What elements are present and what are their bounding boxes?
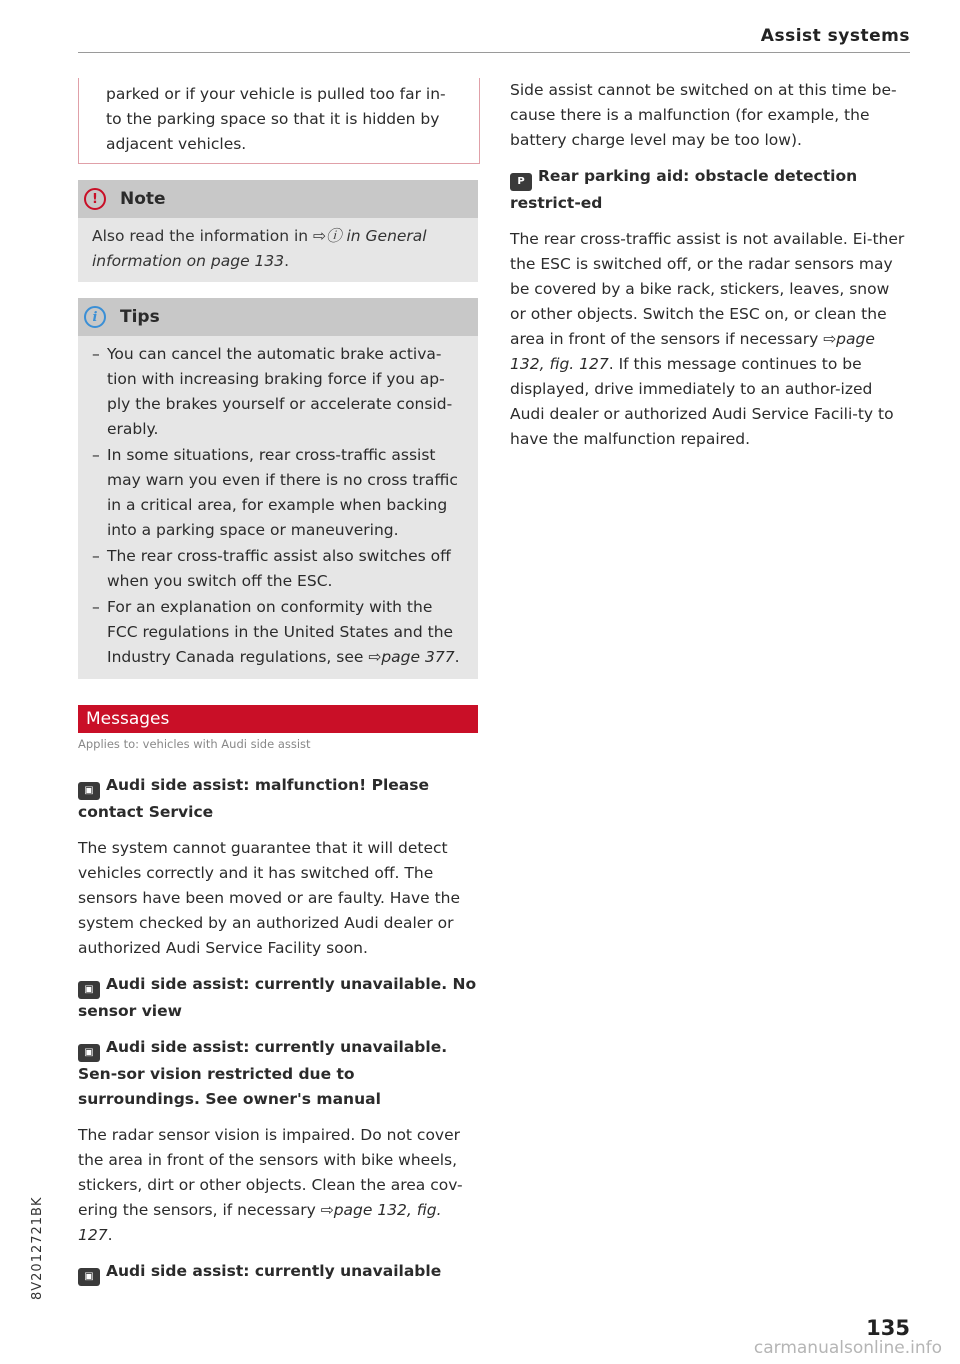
section-heading-messages: Messages	[78, 705, 478, 733]
message-heading-text: Rear parking aid: obstacle detection restrict-ed	[510, 167, 858, 212]
message-heading-text: Audi side assist: malfunction! Please contact Service	[78, 776, 430, 821]
page-number: 135	[866, 1316, 910, 1340]
message-description-end: . If this message continues to be displayed, drive immediately to an author-ized Audi dealer or authorized Audi Service Facili-ty to have the malfunction repaired.	[510, 355, 894, 448]
message-description	[78, 1123, 478, 1248]
note-cross-reference-link[interactable]: ⇨ⓘ in General information on page 133	[92, 227, 427, 270]
note-title: Note	[120, 189, 166, 209]
watermark: carmanualsonline.info	[753, 1338, 942, 1358]
applies-to-note: Applies to: vehicles with Audi side assist	[78, 737, 311, 751]
message-heading	[78, 773, 478, 825]
note-text-end: .	[284, 252, 290, 270]
message-description-text: The radar sensor vision is impaired. Do not cover the area in front of the sensors with bike wheels, stickers, dirt or other objects. Clean the area cov-ering the sensors, if necessary	[78, 1126, 463, 1219]
tips-item: – The rear cross-traffic assist also switches off when you switch off the ESC.	[92, 544, 464, 594]
parking-aid-indicator-icon: P	[510, 173, 532, 191]
document-code: 8V2012721BK	[30, 1196, 45, 1300]
message-heading	[510, 164, 910, 216]
paragraph: Side assist cannot be switched on at this time be-cause there is a malfunction (for example, the battery charge level may be too low).	[510, 81, 897, 149]
side-assist-indicator-icon: ▣	[78, 1268, 100, 1286]
tips-header	[78, 298, 478, 336]
side-assist-indicator-icon: ▣	[78, 782, 100, 800]
tips-item-end: .	[454, 648, 460, 666]
page-header-title: Assist systems	[760, 26, 910, 46]
tips-item-text: For an explanation on conformity with the FCC regulations in the United States and the Industry Canada regulations, see	[107, 598, 454, 666]
message-heading-text: Audi side assist: currently unavailable	[106, 1262, 442, 1280]
message-heading-text: Audi side assist: currently unavailable. No sensor view	[78, 975, 477, 1020]
note-body	[78, 218, 478, 282]
tips-item: – In some situations, rear cross-traffic assist may warn you even if there is no cross traffic in a critical area, for example when backing into a parking space or maneuvering.	[92, 443, 464, 543]
header-divider	[78, 52, 910, 53]
page-reference-link[interactable]: ⇨page 132, fig. 127	[510, 330, 875, 373]
page-reference-link[interactable]: ⇨page 132, fig. 127	[78, 1201, 442, 1244]
warning-box-continuation	[78, 78, 480, 164]
message-description	[510, 227, 910, 452]
page-reference-link[interactable]: ⇨page 377	[368, 648, 455, 666]
note-header	[78, 180, 478, 218]
tips-item: – You can cancel the automatic brake activa-tion with increasing braking force if you ap-ply the brakes yourself or accelerate consid-erably.	[92, 342, 464, 442]
tips-list	[92, 342, 464, 670]
warning-continuation-text: parked or if your vehicle is pulled too far in-to the parking space so that it is hidden by adjacent vehicles.	[106, 85, 446, 153]
note-text-start: Also read the information in	[92, 227, 314, 245]
message-description: The system cannot guarantee that it will detect vehicles correctly and it has switched off. The sensors have been moved or are faulty. Have the system checked by an authorized Audi dealer or authorized Audi Service Facility soon.	[78, 839, 461, 957]
message-description-text: The rear cross-traffic assist is not available. Ei-ther the ESC is switched off, or the radar sensors may be covered by a bike rack, stickers, leaves, snow or other objects. Switch the ESC on, or clean the area in front of the sensors if necessary	[510, 230, 905, 348]
exclamation-circle-icon: !	[84, 188, 106, 210]
side-assist-indicator-icon: ▣	[78, 1044, 100, 1062]
tips-title: Tips	[120, 307, 160, 327]
note-text	[92, 224, 464, 274]
message-heading-text: Audi side assist: currently unavailable. Sen-sor vision restricted due to surroundings. See owner's manual	[78, 1038, 448, 1108]
message-heading	[78, 1035, 478, 1112]
message-heading	[78, 972, 478, 1024]
right-column	[510, 78, 910, 452]
message-description-end: .	[107, 1226, 113, 1244]
info-circle-icon: i	[84, 306, 106, 328]
left-column	[78, 78, 478, 1286]
tips-body	[78, 336, 478, 679]
side-assist-indicator-icon: ▣	[78, 981, 100, 999]
tips-item	[92, 595, 464, 670]
message-heading	[78, 1259, 478, 1286]
